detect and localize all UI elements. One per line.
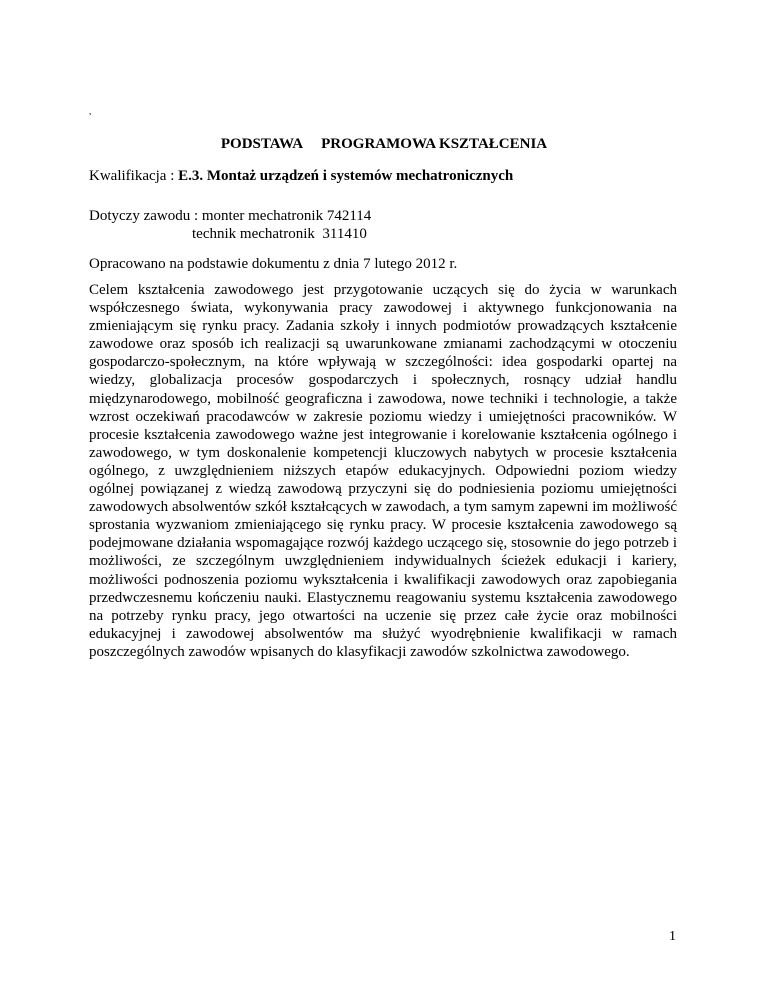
title-part-1: PODSTAWA bbox=[220, 136, 304, 152]
header-mark: , bbox=[89, 106, 92, 116]
occupation-item: monter mechatronik 742114 bbox=[201, 208, 372, 224]
body-paragraph: Celem kształcenia zawodowego jest przygotowanie uczących się do życia w warunkach współczesnego świata, wykonywania pracy zawodowej i aktywnego funkcjonowania na zmieniającym się rynku pracy. Zadania szkoły i innych podmiotów prowadzących kształcenie zawodowe oraz sposób ich realizacji są uwarunkowane zmianami zachodzącymi w otoczeniu gospodarczo-społecznym, na które wpływają w szczególności: idea gospodarki opartej na wiedzy, globalizacja procesów gospodarczych i społecznych, rosnący udział handlu międzynarodowego, mobilność geograficzna i zawodowa, nowe techniki i technologie, a także wzrost oczekiwań pracodawców w zakresie poziomu wiedzy i umiejętności pracowników. W procesie kształcenia zawodowego ważne jest integrowanie i korelowanie kształcenia ogólnego i zawodowego, w tym doskonalenie kompetencji kluczowych nabytych w procesie kształcenia ogólnego, z uwzględnieniem niższych etapów edukacyjnych. Odpowiedni poziom wiedzy ogólnej powiązanej z wiedzą zawodową przyczyni się do podniesienia poziomu umiejętności zawodowych absolwentów szkół kształcących w zawodach, a tym samym zapewni im możliwość sprostania wyzwaniom zmieniającego się rynku pracy. W procesie kształcenia zawodowego są podejmowane działania wspomagające rozwój każdego uczącego się, stosownie do jego potrzeb i możliwości, ze szczególnym uwzględnieniem indywidualnych ścieżek edukacji i kariery, możliwości podnoszenia poziomu wykształcenia i kwalifikacji zawodowych oraz zapobiegania przedwczesnemu kończeniu nauki. Elastycznemu reagowaniu systemu kształcenia zawodowego na potrzeby rynku pracy, jego otwartości na uczenie się przez całe życie oraz mobilności edukacyjnej i zawodowej absolwentów ma służyć wyodrębnienie kwalifikacji w ramach poszczególnych zawodów wpisanych do klasyfikacji zawodów szkolnictwa zawodowego. bbox=[89, 282, 677, 660]
page-number: 1 bbox=[669, 929, 676, 944]
occupation-item: technik mechatronik 311410 bbox=[192, 226, 367, 242]
occupation-line bbox=[89, 207, 371, 225]
qualification-line bbox=[89, 167, 513, 185]
page-title bbox=[0, 135, 768, 153]
qualification-value: E.3. Montaż urządzeń i systemów mechatronicznych bbox=[178, 168, 514, 184]
occupation-line-2 bbox=[192, 225, 367, 243]
title-part-2: PROGRAMOWA KSZTAŁCENIA bbox=[321, 136, 548, 152]
source-note: Opracowano na podstawie dokumentu z dnia 7 lutego 2012 r. bbox=[89, 256, 458, 272]
qualification-label: Kwalifikacja : bbox=[89, 168, 179, 184]
occupation-label: Dotyczy zawodu : bbox=[89, 208, 202, 224]
